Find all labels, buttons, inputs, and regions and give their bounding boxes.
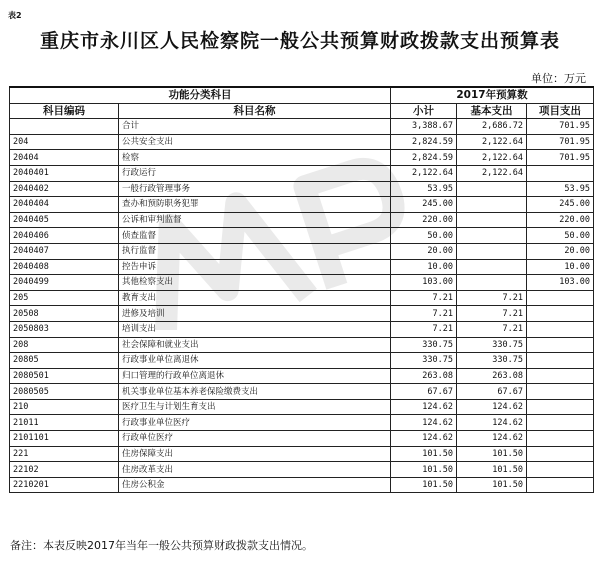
name-cell: 公共安全支出 — [119, 134, 391, 150]
code-cell: 21011 — [10, 415, 119, 431]
code-cell: 22102 — [10, 462, 119, 478]
basic-cell: 7.21 — [457, 290, 527, 306]
total-cell: 50.00 — [391, 228, 457, 244]
total-cell: 263.08 — [391, 368, 457, 384]
code-cell: 2040401 — [10, 165, 119, 181]
basic-cell: 124.62 — [457, 431, 527, 447]
table-row — [10, 275, 594, 291]
name-cell: 社会保障和就业支出 — [119, 337, 391, 353]
total-cell: 101.50 — [391, 446, 457, 462]
name-cell: 住房公积金 — [119, 477, 391, 493]
project-cell — [527, 462, 594, 478]
basic-cell — [457, 197, 527, 213]
project-cell: 245.00 — [527, 197, 594, 213]
name-cell: 侦查监督 — [119, 228, 391, 244]
total-cell: 7.21 — [391, 306, 457, 322]
budget-table — [9, 86, 594, 493]
code-cell: 2040408 — [10, 259, 119, 275]
total-cell: 124.62 — [391, 415, 457, 431]
code-cell: 2040402 — [10, 181, 119, 197]
name-cell: 控告申诉 — [119, 259, 391, 275]
basic-cell — [457, 181, 527, 197]
total-cell: 20.00 — [391, 243, 457, 259]
table-row — [10, 321, 594, 337]
header-code: 科目编码 — [10, 103, 119, 119]
code-cell: 2080501 — [10, 368, 119, 384]
table-row — [10, 337, 594, 353]
total-cell: 7.21 — [391, 321, 457, 337]
table-row — [10, 446, 594, 462]
project-cell — [527, 446, 594, 462]
total-cell: 7.21 — [391, 290, 457, 306]
table-number-tag: 表2 — [8, 11, 22, 20]
project-cell — [527, 353, 594, 369]
total-cell: 2,824.59 — [391, 150, 457, 166]
basic-cell: 330.75 — [457, 353, 527, 369]
project-cell — [527, 165, 594, 181]
table-row — [10, 134, 594, 150]
unit-label: 单位：万元 — [531, 72, 586, 85]
table-row — [10, 306, 594, 322]
total-cell: 220.00 — [391, 212, 457, 228]
total-cell: 53.95 — [391, 181, 457, 197]
basic-cell: 67.67 — [457, 384, 527, 400]
table-row — [10, 228, 594, 244]
name-cell: 合计 — [119, 119, 391, 135]
name-cell: 行政运行 — [119, 165, 391, 181]
name-cell: 进修及培训 — [119, 306, 391, 322]
total-cell: 2,824.59 — [391, 134, 457, 150]
header-row-group — [10, 87, 594, 103]
table-row — [10, 368, 594, 384]
table-row — [10, 150, 594, 166]
table-row — [10, 415, 594, 431]
code-cell: 20404 — [10, 150, 119, 166]
code-cell: 208 — [10, 337, 119, 353]
name-cell: 一般行政管理事务 — [119, 181, 391, 197]
name-cell: 住房保障支出 — [119, 446, 391, 462]
basic-cell: 124.62 — [457, 399, 527, 415]
total-cell: 67.67 — [391, 384, 457, 400]
total-cell: 101.50 — [391, 462, 457, 478]
header-functional-category: 功能分类科目 — [10, 87, 391, 103]
code-cell: 2040406 — [10, 228, 119, 244]
project-cell — [527, 290, 594, 306]
code-cell: 2040499 — [10, 275, 119, 291]
project-cell: 53.95 — [527, 181, 594, 197]
project-cell: 50.00 — [527, 228, 594, 244]
name-cell: 执行监督 — [119, 243, 391, 259]
basic-cell: 7.21 — [457, 306, 527, 322]
total-cell: 245.00 — [391, 197, 457, 213]
basic-cell: 101.50 — [457, 462, 527, 478]
table-row — [10, 197, 594, 213]
name-cell: 公诉和审判监督 — [119, 212, 391, 228]
total-cell: 3,388.67 — [391, 119, 457, 135]
total-cell: 330.75 — [391, 353, 457, 369]
code-cell: 2040404 — [10, 197, 119, 213]
basic-cell: 101.50 — [457, 477, 527, 493]
table-row — [10, 181, 594, 197]
code-cell: 2080505 — [10, 384, 119, 400]
name-cell: 行政事业单位离退休 — [119, 353, 391, 369]
project-cell: 701.95 — [527, 150, 594, 166]
header-row-columns — [10, 103, 594, 119]
table-row — [10, 431, 594, 447]
code-cell: 221 — [10, 446, 119, 462]
basic-cell: 263.08 — [457, 368, 527, 384]
project-cell: 20.00 — [527, 243, 594, 259]
name-cell: 行政事业单位医疗 — [119, 415, 391, 431]
code-cell: 20805 — [10, 353, 119, 369]
header-budget-year: 2017年预算数 — [391, 87, 594, 103]
basic-cell — [457, 275, 527, 291]
project-cell: 220.00 — [527, 212, 594, 228]
basic-cell: 2,122.64 — [457, 165, 527, 181]
code-cell — [10, 119, 119, 135]
basic-cell: 2,122.64 — [457, 150, 527, 166]
table-row — [10, 259, 594, 275]
project-cell — [527, 337, 594, 353]
name-cell: 培训支出 — [119, 321, 391, 337]
basic-cell — [457, 243, 527, 259]
basic-cell: 330.75 — [457, 337, 527, 353]
code-cell: 2210201 — [10, 477, 119, 493]
header-project: 项目支出 — [527, 103, 594, 119]
code-cell: 20508 — [10, 306, 119, 322]
header-basic: 基本支出 — [457, 103, 527, 119]
project-cell — [527, 384, 594, 400]
header-total: 小计 — [391, 103, 457, 119]
name-cell: 归口管理的行政单位离退休 — [119, 368, 391, 384]
project-cell — [527, 321, 594, 337]
header-name: 科目名称 — [119, 103, 391, 119]
basic-cell: 7.21 — [457, 321, 527, 337]
table-row — [10, 243, 594, 259]
project-cell — [527, 399, 594, 415]
name-cell: 机关事业单位基本养老保险缴费支出 — [119, 384, 391, 400]
project-cell: 10.00 — [527, 259, 594, 275]
total-cell: 124.62 — [391, 431, 457, 447]
total-cell: 2,122.64 — [391, 165, 457, 181]
total-cell: 330.75 — [391, 337, 457, 353]
project-cell — [527, 431, 594, 447]
code-cell: 2040405 — [10, 212, 119, 228]
project-cell — [527, 368, 594, 384]
code-cell: 2040407 — [10, 243, 119, 259]
basic-cell — [457, 228, 527, 244]
total-cell: 124.62 — [391, 399, 457, 415]
name-cell: 医疗卫生与计划生育支出 — [119, 399, 391, 415]
total-cell: 101.50 — [391, 477, 457, 493]
code-cell: 204 — [10, 134, 119, 150]
table-row — [10, 384, 594, 400]
name-cell: 其他检察支出 — [119, 275, 391, 291]
page-title: 重庆市永川区人民检察院一般公共预算财政拨款支出预算表 — [39, 30, 560, 52]
basic-cell: 124.62 — [457, 415, 527, 431]
name-cell: 行政单位医疗 — [119, 431, 391, 447]
code-cell: 2101101 — [10, 431, 119, 447]
project-cell — [527, 306, 594, 322]
basic-cell: 2,122.64 — [457, 134, 527, 150]
table-row — [10, 212, 594, 228]
name-cell: 查办和预防职务犯罪 — [119, 197, 391, 213]
table-row — [10, 290, 594, 306]
table-row — [10, 165, 594, 181]
table-row — [10, 353, 594, 369]
total-cell: 10.00 — [391, 259, 457, 275]
total-cell: 103.00 — [391, 275, 457, 291]
code-cell: 2050803 — [10, 321, 119, 337]
project-cell — [527, 477, 594, 493]
project-cell: 103.00 — [527, 275, 594, 291]
project-cell: 701.95 — [527, 134, 594, 150]
name-cell: 住房改革支出 — [119, 462, 391, 478]
table-row — [10, 477, 594, 493]
project-cell: 701.95 — [527, 119, 594, 135]
name-cell: 教育支出 — [119, 290, 391, 306]
table-row — [10, 119, 594, 135]
code-cell: 210 — [10, 399, 119, 415]
table-row — [10, 399, 594, 415]
basic-cell: 2,686.72 — [457, 119, 527, 135]
basic-cell — [457, 259, 527, 275]
table-body — [10, 119, 594, 493]
name-cell: 检察 — [119, 150, 391, 166]
basic-cell: 101.50 — [457, 446, 527, 462]
footnote: 备注：本表反映2017年当年一般公共预算财政拨款支出情况。 — [10, 539, 313, 552]
table-row — [10, 462, 594, 478]
basic-cell — [457, 212, 527, 228]
code-cell: 205 — [10, 290, 119, 306]
project-cell — [527, 415, 594, 431]
